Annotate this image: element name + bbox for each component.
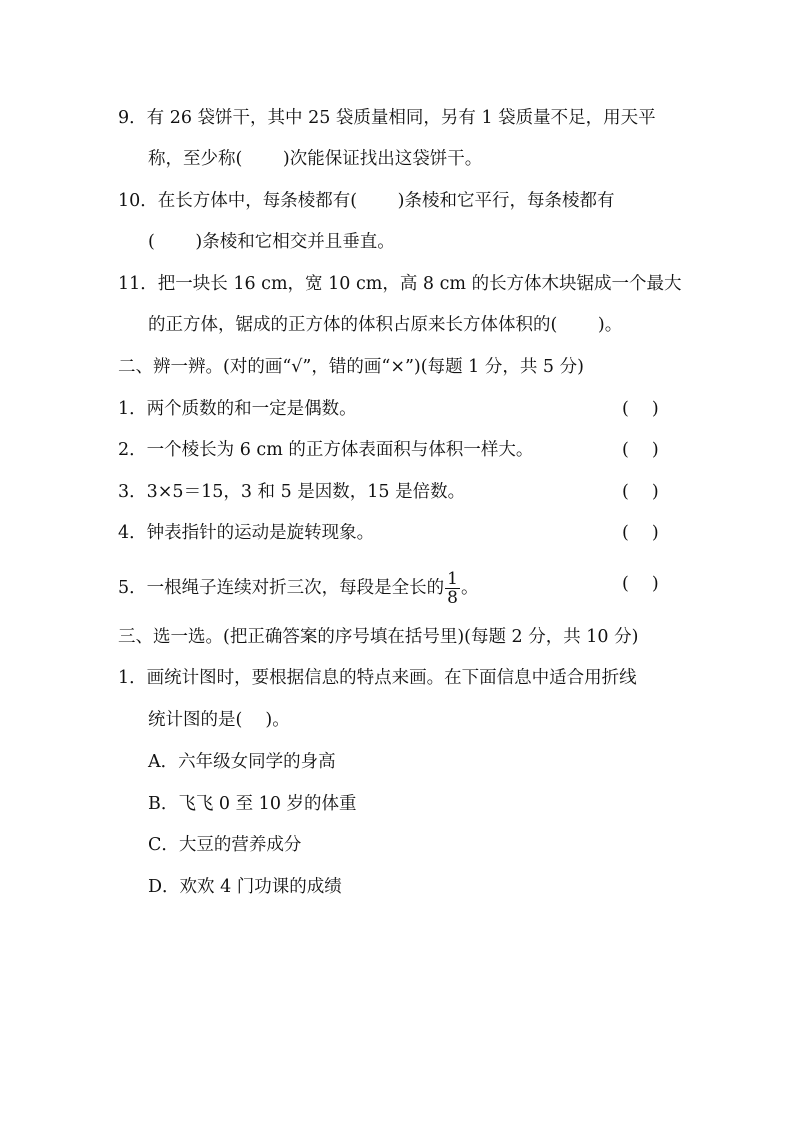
section-3-question-1-line-2: 统计图的是( )。 [148,710,290,730]
answer-blank-3[interactable]: ( ) [622,482,659,502]
question-10-line-1: 10．在长方体中，每条棱都有( )条棱和它平行，每条棱都有 [118,191,615,211]
answer-blank-5[interactable]: ( ) [622,574,659,594]
question-10-line-2: ( )条棱和它相交并且垂直。 [148,232,395,252]
section-3-question-1-line-1: 1．画统计图时，要根据信息的特点来画。在下面信息中适合用折线 [118,668,637,688]
section-2-item-4: 4．钟表指针的运动是旋转现象。 [118,523,375,543]
question-11-line-1: 11．把一块长 16 cm，宽 10 cm，高 8 cm 的长方体木块锯成一个最大 [118,274,682,294]
option-b: B．飞飞 0 至 10 岁的体重 [148,794,357,814]
question-11-line-2: 的正方体，锯成的正方体的体积占原来长方体体积的( )。 [148,315,623,335]
question-9-line-1: 9．有 26 袋饼干，其中 25 袋质量相同，另有 1 袋质量不足，用天平 [118,108,656,128]
section-2-item-1: 1．两个质数的和一定是偶数。 [118,399,357,419]
item-5-suffix: 。 [460,578,479,598]
answer-blank-4[interactable]: ( ) [622,523,659,543]
answer-blank-2[interactable]: ( ) [622,440,659,460]
section-2-heading: 二、辨一辨。(对的画“√”，错的画“×”)(每题 1 分，共 5 分) [118,357,584,377]
fraction-numerator: 1 [447,569,458,589]
option-c: C．大豆的营养成分 [148,835,302,855]
answer-blank-1[interactable]: ( ) [622,399,659,419]
question-9-line-2: 称，至少称( )次能保证找出这袋饼干。 [148,149,483,169]
section-2-item-5 [0,570,793,607]
section-2-item-2: 2．一个棱长为 6 cm 的正方体表面积与体积一样大。 [118,440,534,460]
option-d: D．欢欢 4 门功课的成绩 [148,877,342,897]
section-2-item-3: 3．3×5＝15，3 和 5 是因数，15 是倍数。 [118,482,466,502]
item-5-text: 5．一根绳子连续对折三次，每段是全长的 [118,578,445,598]
fraction-denominator: 8 [447,588,458,608]
section-3-heading: 三、选一选。(把正确答案的序号填在括号里)(每题 2 分，共 10 分) [118,627,639,647]
fraction-one-eighth [445,570,460,607]
option-a: A．六年级女同学的身高 [148,752,336,772]
